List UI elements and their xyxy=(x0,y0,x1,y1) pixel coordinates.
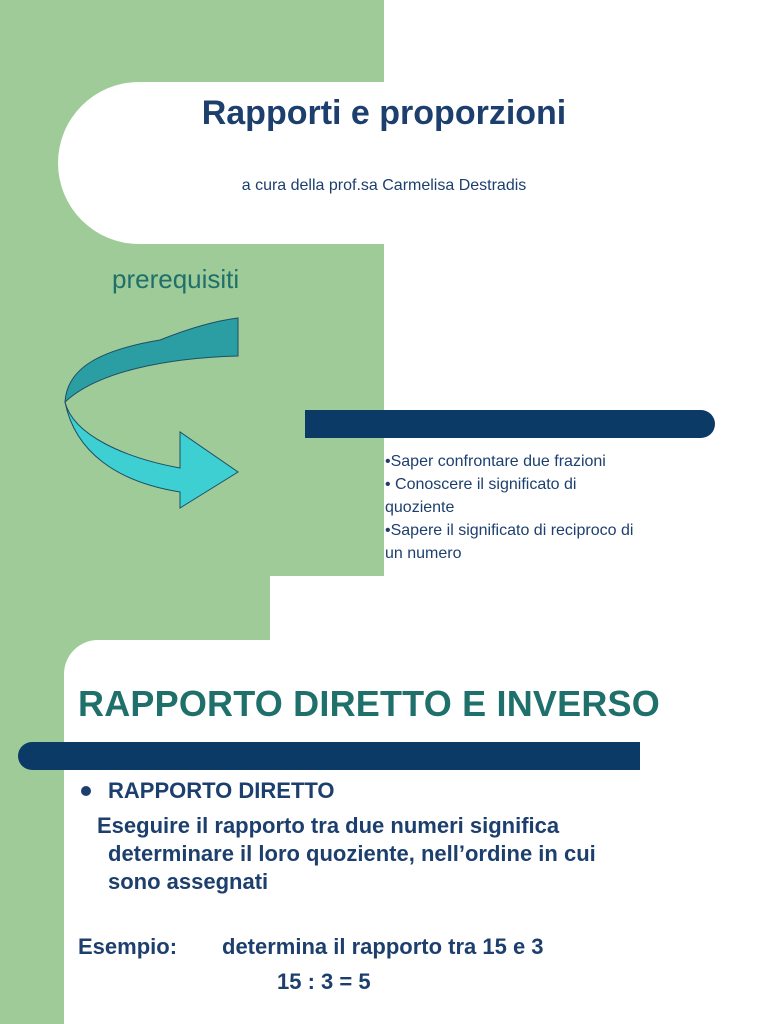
slide2-bullet-heading: RAPPORTO DIRETTO xyxy=(108,778,335,803)
slide1-bullet-line: •Sapere il significato di reciproco di xyxy=(385,522,634,539)
slide2-body-line-3: sono assegnati xyxy=(108,869,269,894)
bullet-dot-icon xyxy=(81,786,91,796)
slide1-subtitle: a cura della prof.sa Carmelisa Destradis xyxy=(241,177,527,194)
slide1-divider-bar xyxy=(305,410,715,438)
slide2-example-label: Esempio: xyxy=(78,934,178,959)
slide1-bullet-line: • Conoscere il significato di xyxy=(385,476,577,493)
slide1-title: Rapporti e proporzioni xyxy=(201,94,567,132)
slide2-body-line-2: determinare il loro quoziente, nell’ordine in cui xyxy=(108,841,596,866)
slide2-example-text: determina il rapporto tra 15 e 3 xyxy=(222,934,544,959)
slide1-bullet-line: •Saper confrontare due frazioni xyxy=(385,453,606,470)
slide1-bullet-line: un numero xyxy=(385,545,462,562)
slide1-section-label: prerequisiti xyxy=(112,264,240,294)
slide1-bullet-line: quoziente xyxy=(385,499,455,516)
slide2-title: RAPPORTO DIRETTO E INVERSO xyxy=(78,683,660,724)
slide1-bullet-list xyxy=(385,450,715,565)
slide2-equation: 15 : 3 = 5 xyxy=(277,969,371,994)
slide2-divider-bar xyxy=(18,742,640,770)
slide2-body-line-1: Eseguire il rapporto tra due numeri significa xyxy=(97,813,560,838)
curved-arrow-right-icon xyxy=(55,310,250,515)
